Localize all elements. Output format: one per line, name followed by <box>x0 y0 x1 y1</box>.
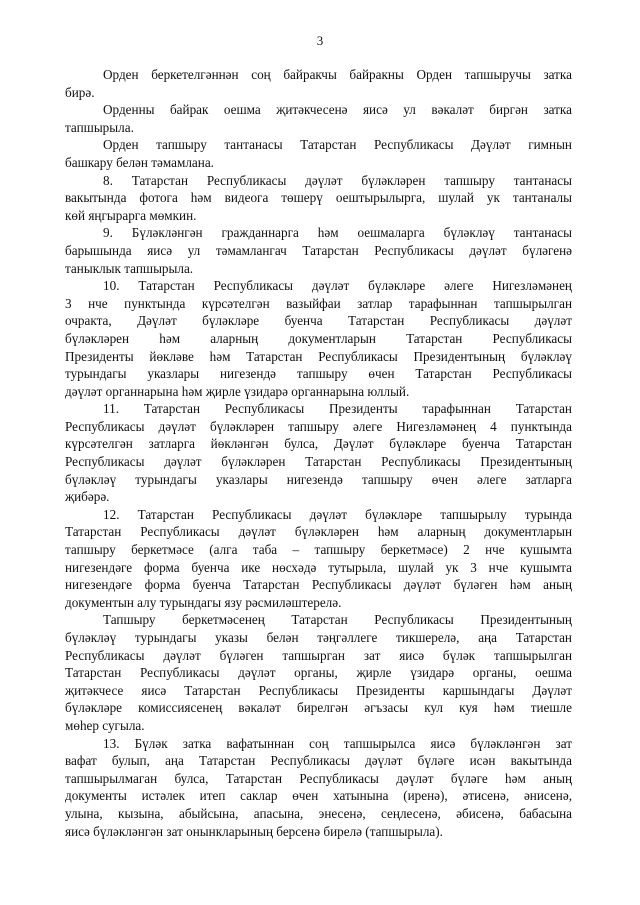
paragraph <box>65 136 572 171</box>
text-line: җибәрә. <box>65 489 110 505</box>
text-line: барышында яисә ул тәмамлангач Татарстан Республикасы дәүләт бүләгенә <box>65 242 572 258</box>
paragraph <box>65 224 572 277</box>
text-line: Республикасы дәүләт бүләкләрен Татарстан Республикасы Президентының <box>65 454 572 470</box>
text-line: 11. Татарстан Республикасы Президенты тарафыннан Татарстан <box>103 401 572 417</box>
text-line: нигезендәге форма буенча ике нөсхәдә тутырыла, шулай ук 3 нче кушымта <box>65 559 572 575</box>
text-line: улына, кызына, абыйсына, апасына, энесенә, сеңлесенә, әбисенә, бабасына <box>65 805 572 821</box>
text-line: мөһер сугыла. <box>65 717 145 733</box>
text-line: Президенты йөкләве һәм Татарстан Республикасы Президентының бүләкләү <box>65 348 572 364</box>
text-line: Тапшыру беркетмәсенең Татарстан Республикасы Президентының <box>103 612 572 628</box>
page-number: 3 <box>316 33 324 48</box>
text-line: нигезендәге форма буенча Татарстан Республикасы дәүләт бүләген һәм аның <box>65 577 572 593</box>
text-line: тапшырылмаган булса, Татарстан Республикасы дәүләт бүләге һәм аның <box>65 770 572 786</box>
text-line: бүләкләү турындагы указлары нигезендә тапшыру өчен әлеге затларга <box>65 471 572 487</box>
document-body <box>65 66 572 840</box>
text-line: тапшыру беркетмәсе (алга таба – тапшыру беркетмәсе) 2 нче кушымта <box>65 542 572 558</box>
text-line: яисә бүләкләнгән зат онынкларының берсенә бирелә (тапшырыла). <box>65 823 443 839</box>
text-line: 13. Бүләк затка вафатыннан соң тапшырылса яисә бүләкләнгән зат <box>103 735 572 751</box>
text-line: башкару белән тәмамлана. <box>65 154 214 170</box>
text-line: дәүләт органнарына һәм җирле үзидарә органнарына юллый. <box>65 383 410 399</box>
text-line: бүләкләре комиссиясенең вәкаләт бирелгән әгъзасы кул куя һәм тиешле <box>65 700 572 716</box>
paragraph <box>65 101 572 136</box>
paragraph <box>65 66 572 101</box>
text-line: күрсәтелгән затларга йөкләнгән булса, Дәүләт бүләкләре буенча Татарстан <box>65 436 572 452</box>
text-line: 10. Татарстан Республикасы дәүләт бүләкләре әлеге Нигезләмәнең <box>103 278 572 294</box>
text-line: таныклык тапшырыла. <box>65 260 194 276</box>
text-line: бирә. <box>65 84 95 100</box>
text-line: Татарстан Республикасы дәүләт бүләкләрен һәм аларның документларын <box>65 524 572 540</box>
paragraph <box>65 400 572 506</box>
text-line: Орденны байрак оешма җитәкчесенә яисә ул вәкаләт биргән затка <box>103 102 572 118</box>
text-line: Татарстан Республикасы дәүләт органы, җирле үзидарә органы, оешма <box>65 665 572 681</box>
text-line: 8. Татарстан Республикасы дәүләт бүләкләрен тапшыру тантанасы <box>103 172 572 188</box>
paragraph <box>65 506 572 612</box>
paragraph <box>65 735 572 841</box>
text-line: тапшырыла. <box>65 119 134 135</box>
text-line: Республикасы дәүләт бүләген тапшырган зат яисә бүләк тапшырылган <box>65 647 572 663</box>
text-line: очракта, Дәүләт бүләкләре буенча Татарстан Республикасы дәүләт <box>65 313 572 329</box>
text-line: 9. Бүләкләнгән гражданнарга һәм оешмаларга бүләкләү тантанасы <box>103 225 572 241</box>
text-line: бүләкләү турындагы указы белән тәңгәллеге тикшерелә, аңа Татарстан <box>65 630 572 645</box>
text-line: турындагы указлары нигезендә тапшыру өчен Татарстан Республикасы <box>65 366 572 382</box>
text-line: җитәкчесе яисә Татарстан Республикасы Президенты каршындагы Дәүләт <box>65 682 572 698</box>
paragraph <box>65 611 572 734</box>
text-line: Республикасы дәүләт бүләкләрен тапшыру әлеге Нигезләмәнең 4 пунктында <box>65 418 572 434</box>
paragraph <box>65 277 572 400</box>
text-line: вафат булып, аңа Татарстан Республикасы дәүләт бүләге исән вакытында <box>65 753 572 769</box>
text-line: вакытында фотога һәм видеога төшерү оештырылырга, шулай ук тантаналы <box>65 190 572 206</box>
paragraph <box>65 172 572 225</box>
text-line: 3 нче пунктында күрсәтелгән вазыйфаи затлар тарафыннан тапшырылган <box>65 295 572 311</box>
text-line: документы истәлек итеп саклар өчен хатынына (иренә), әтисенә, әнисенә, <box>65 788 572 804</box>
text-line: Орден беркетелгәннән соң байракчы байракны Орден тапшыручы затка <box>103 67 572 82</box>
text-line: бүләкләрен һәм аларның документларын Татарстан Республикасы <box>65 330 572 346</box>
text-line: Орден тапшыру тантанасы Татарстан Республикасы Дәүләт гимнын <box>103 137 572 153</box>
text-line: документын алу турындагы язу рәсмиләштерелә. <box>65 594 342 610</box>
text-line: көй яңгырарга мөмкин. <box>65 207 197 223</box>
text-line: 12. Татарстан Республикасы дәүләт бүләкләре тапшырылу турында <box>103 506 572 522</box>
